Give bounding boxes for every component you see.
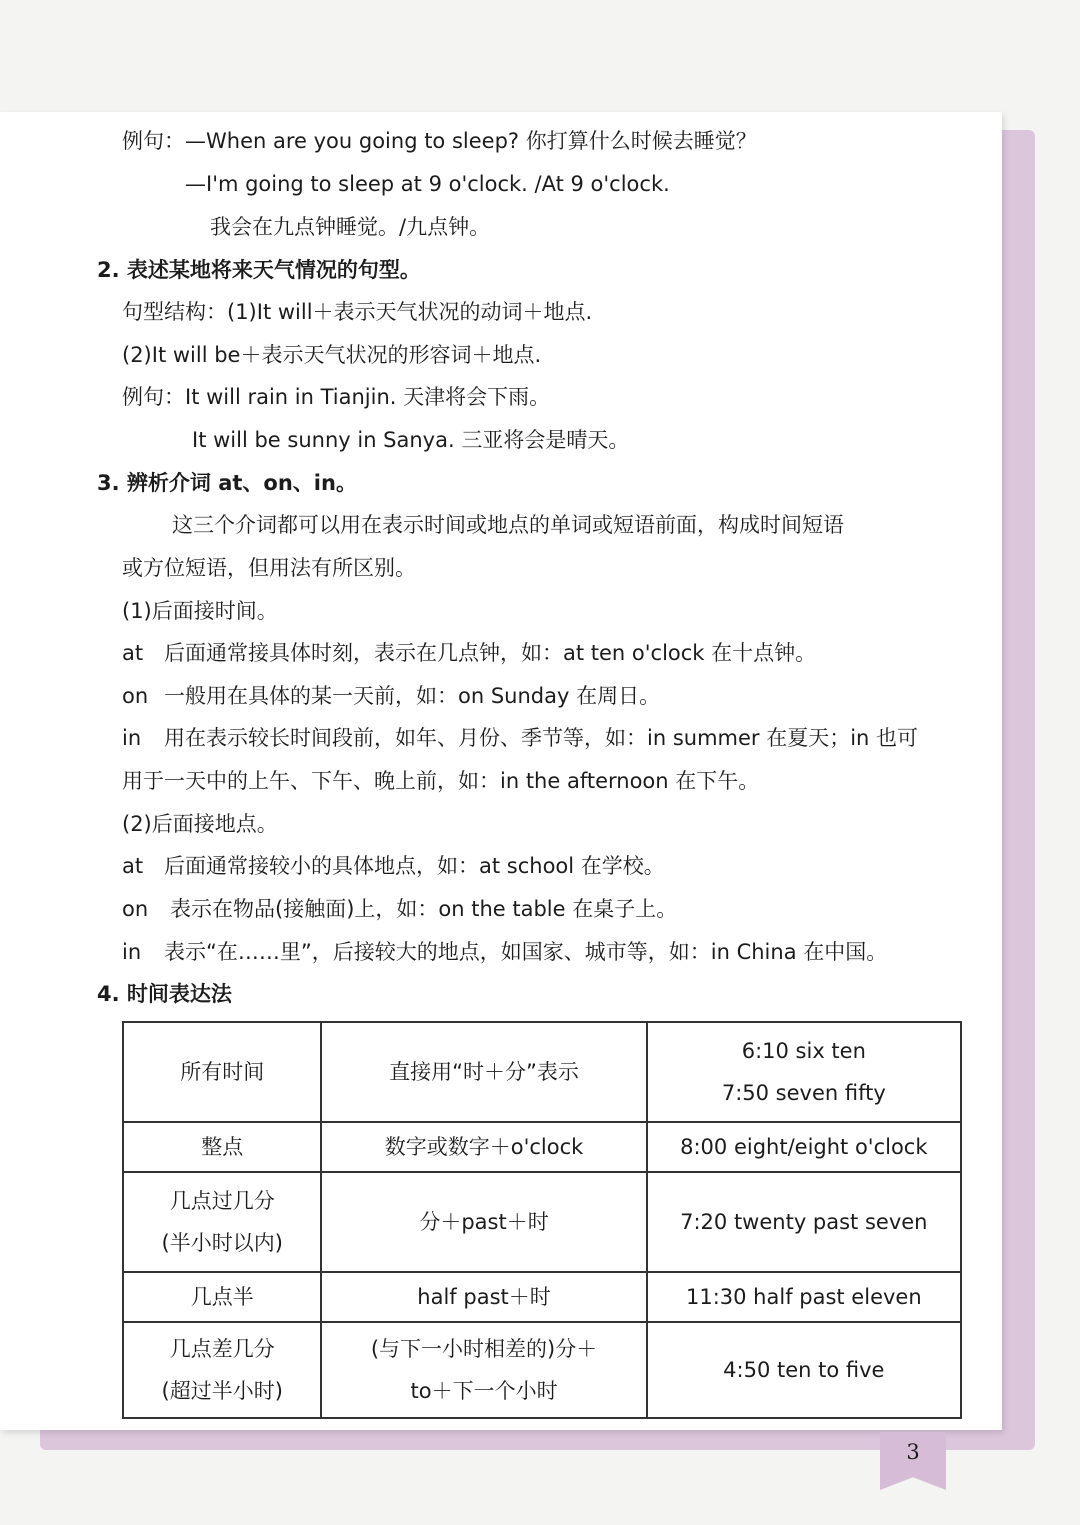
- cell-line: 分＋past＋时: [419, 1210, 549, 1234]
- place-use-on: [122, 895, 677, 923]
- preposition-on: on: [122, 897, 149, 921]
- cell-line: 7:20 twenty past seven: [680, 1210, 928, 1234]
- example-answer-translation: 我会在九点钟睡觉。/九点钟。: [210, 215, 491, 239]
- time-expression-table: [122, 1021, 962, 1419]
- cell-line: 4:50 ten to five: [723, 1358, 885, 1382]
- preposition-in: in: [122, 726, 142, 750]
- table-row: [123, 1172, 961, 1272]
- cell-line: 7:50 seven fifty: [721, 1081, 886, 1105]
- time-subheading: (1)后面接时间。: [122, 599, 278, 623]
- cell-line: 几点半: [190, 1285, 254, 1309]
- time-use-at: [122, 639, 816, 667]
- section-2-heading: 2. 表述某地将来天气情况的句型。: [97, 258, 421, 282]
- place-use-on-text: 表示在物品(接触面)上，如：on the table 在桌子上。: [170, 897, 678, 921]
- section-3-intro-cont: 或方位短语，但用法有所区别。: [122, 556, 416, 580]
- cell-line: 几点过几分: [169, 1189, 275, 1213]
- place-use-in: [122, 938, 887, 966]
- place-use-in-text: 表示“在……里”，后接较大的地点，如国家、城市等，如：in China 在中国。: [164, 940, 888, 964]
- page-number: 3: [906, 1440, 920, 1464]
- table-cell: [647, 1122, 961, 1172]
- preposition-at: at: [122, 641, 144, 665]
- structure-2: (2)It will be＋表示天气状况的形容词＋地点.: [122, 343, 542, 367]
- place-use-at-text: 后面通常接较小的具体地点，如：at school 在学校。: [164, 854, 665, 878]
- cell-line: (半小时以内): [161, 1231, 283, 1255]
- cell-line: 6:10 six ten: [741, 1039, 866, 1063]
- table-cell: [321, 1022, 646, 1122]
- table-row: [123, 1122, 961, 1172]
- weather-example-2: It will be sunny in Sanya. 三亚将会是晴天。: [192, 428, 630, 452]
- cell-line: (超过半小时): [161, 1379, 283, 1403]
- preposition-in: in: [122, 940, 142, 964]
- table-cell: [647, 1322, 961, 1418]
- table-cell: [321, 1322, 646, 1418]
- preposition-at: at: [122, 854, 144, 878]
- time-use-in-cont: 用于一天中的上午、下午、晚上前，如：in the afternoon 在下午。: [122, 769, 760, 793]
- cell-line: 所有时间: [180, 1060, 265, 1084]
- example-question: 例句：—When are you going to sleep? 你打算什么时候去睡觉？: [122, 129, 757, 153]
- section-3-heading: 3. 辨析介词 at、on、in。: [97, 471, 357, 495]
- weather-example-1: 例句：It will rain in Tianjin. 天津将会下雨。: [122, 385, 551, 409]
- section-4-heading: 4. 时间表达法: [97, 982, 232, 1006]
- table-cell: [321, 1172, 646, 1272]
- cell-line: 整点: [201, 1135, 244, 1159]
- table-row: [123, 1022, 961, 1122]
- cell-line: (与下一小时相差的)分＋: [370, 1337, 598, 1361]
- table-row: [123, 1272, 961, 1322]
- cell-line: half past＋时: [417, 1285, 551, 1309]
- table-body: [123, 1022, 961, 1418]
- table-cell: [123, 1122, 321, 1172]
- cell-line: 11:30 half past eleven: [685, 1285, 922, 1309]
- table-cell: [123, 1172, 321, 1272]
- section-3-intro: 这三个介词都可以用在表示时间或地点的单词或短语前面，构成时间短语: [172, 513, 844, 537]
- table-cell: [321, 1272, 646, 1322]
- cell-line: 几点差几分: [169, 1337, 275, 1361]
- cell-line: to＋下一个小时: [410, 1379, 558, 1403]
- table-cell: [123, 1022, 321, 1122]
- example-answer: —I'm going to sleep at 9 o'clock. /At 9 o'clock.: [185, 172, 670, 196]
- time-use-in: [122, 724, 918, 752]
- time-use-in-text: 用在表示较长时间段前，如年、月份、季节等，如：in summer 在夏天；in 也可: [164, 726, 919, 750]
- place-use-at: [122, 852, 665, 880]
- table-cell: [321, 1122, 646, 1172]
- table-cell: [123, 1272, 321, 1322]
- table-cell: [647, 1272, 961, 1322]
- table-cell: [123, 1322, 321, 1418]
- structure-1: 句型结构：(1)It will＋表示天气状况的动词＋地点.: [122, 300, 593, 324]
- table-cell: [647, 1172, 961, 1272]
- place-subheading: (2)后面接地点。: [122, 812, 278, 836]
- cell-line: 8:00 eight/eight o'clock: [680, 1135, 928, 1159]
- time-use-at-text: 后面通常接具体时刻，表示在几点钟，如：at ten o'clock 在十点钟。: [164, 641, 817, 665]
- time-use-on-text: 一般用在具体的某一天前，如：on Sunday 在周日。: [164, 684, 661, 708]
- cell-line: 直接用“时＋分”表示: [389, 1060, 579, 1084]
- table-cell: [647, 1022, 961, 1122]
- time-use-on: [122, 682, 660, 710]
- cell-line: 数字或数字＋o'clock: [384, 1135, 584, 1159]
- preposition-on: on: [122, 684, 149, 708]
- table-row: [123, 1322, 961, 1418]
